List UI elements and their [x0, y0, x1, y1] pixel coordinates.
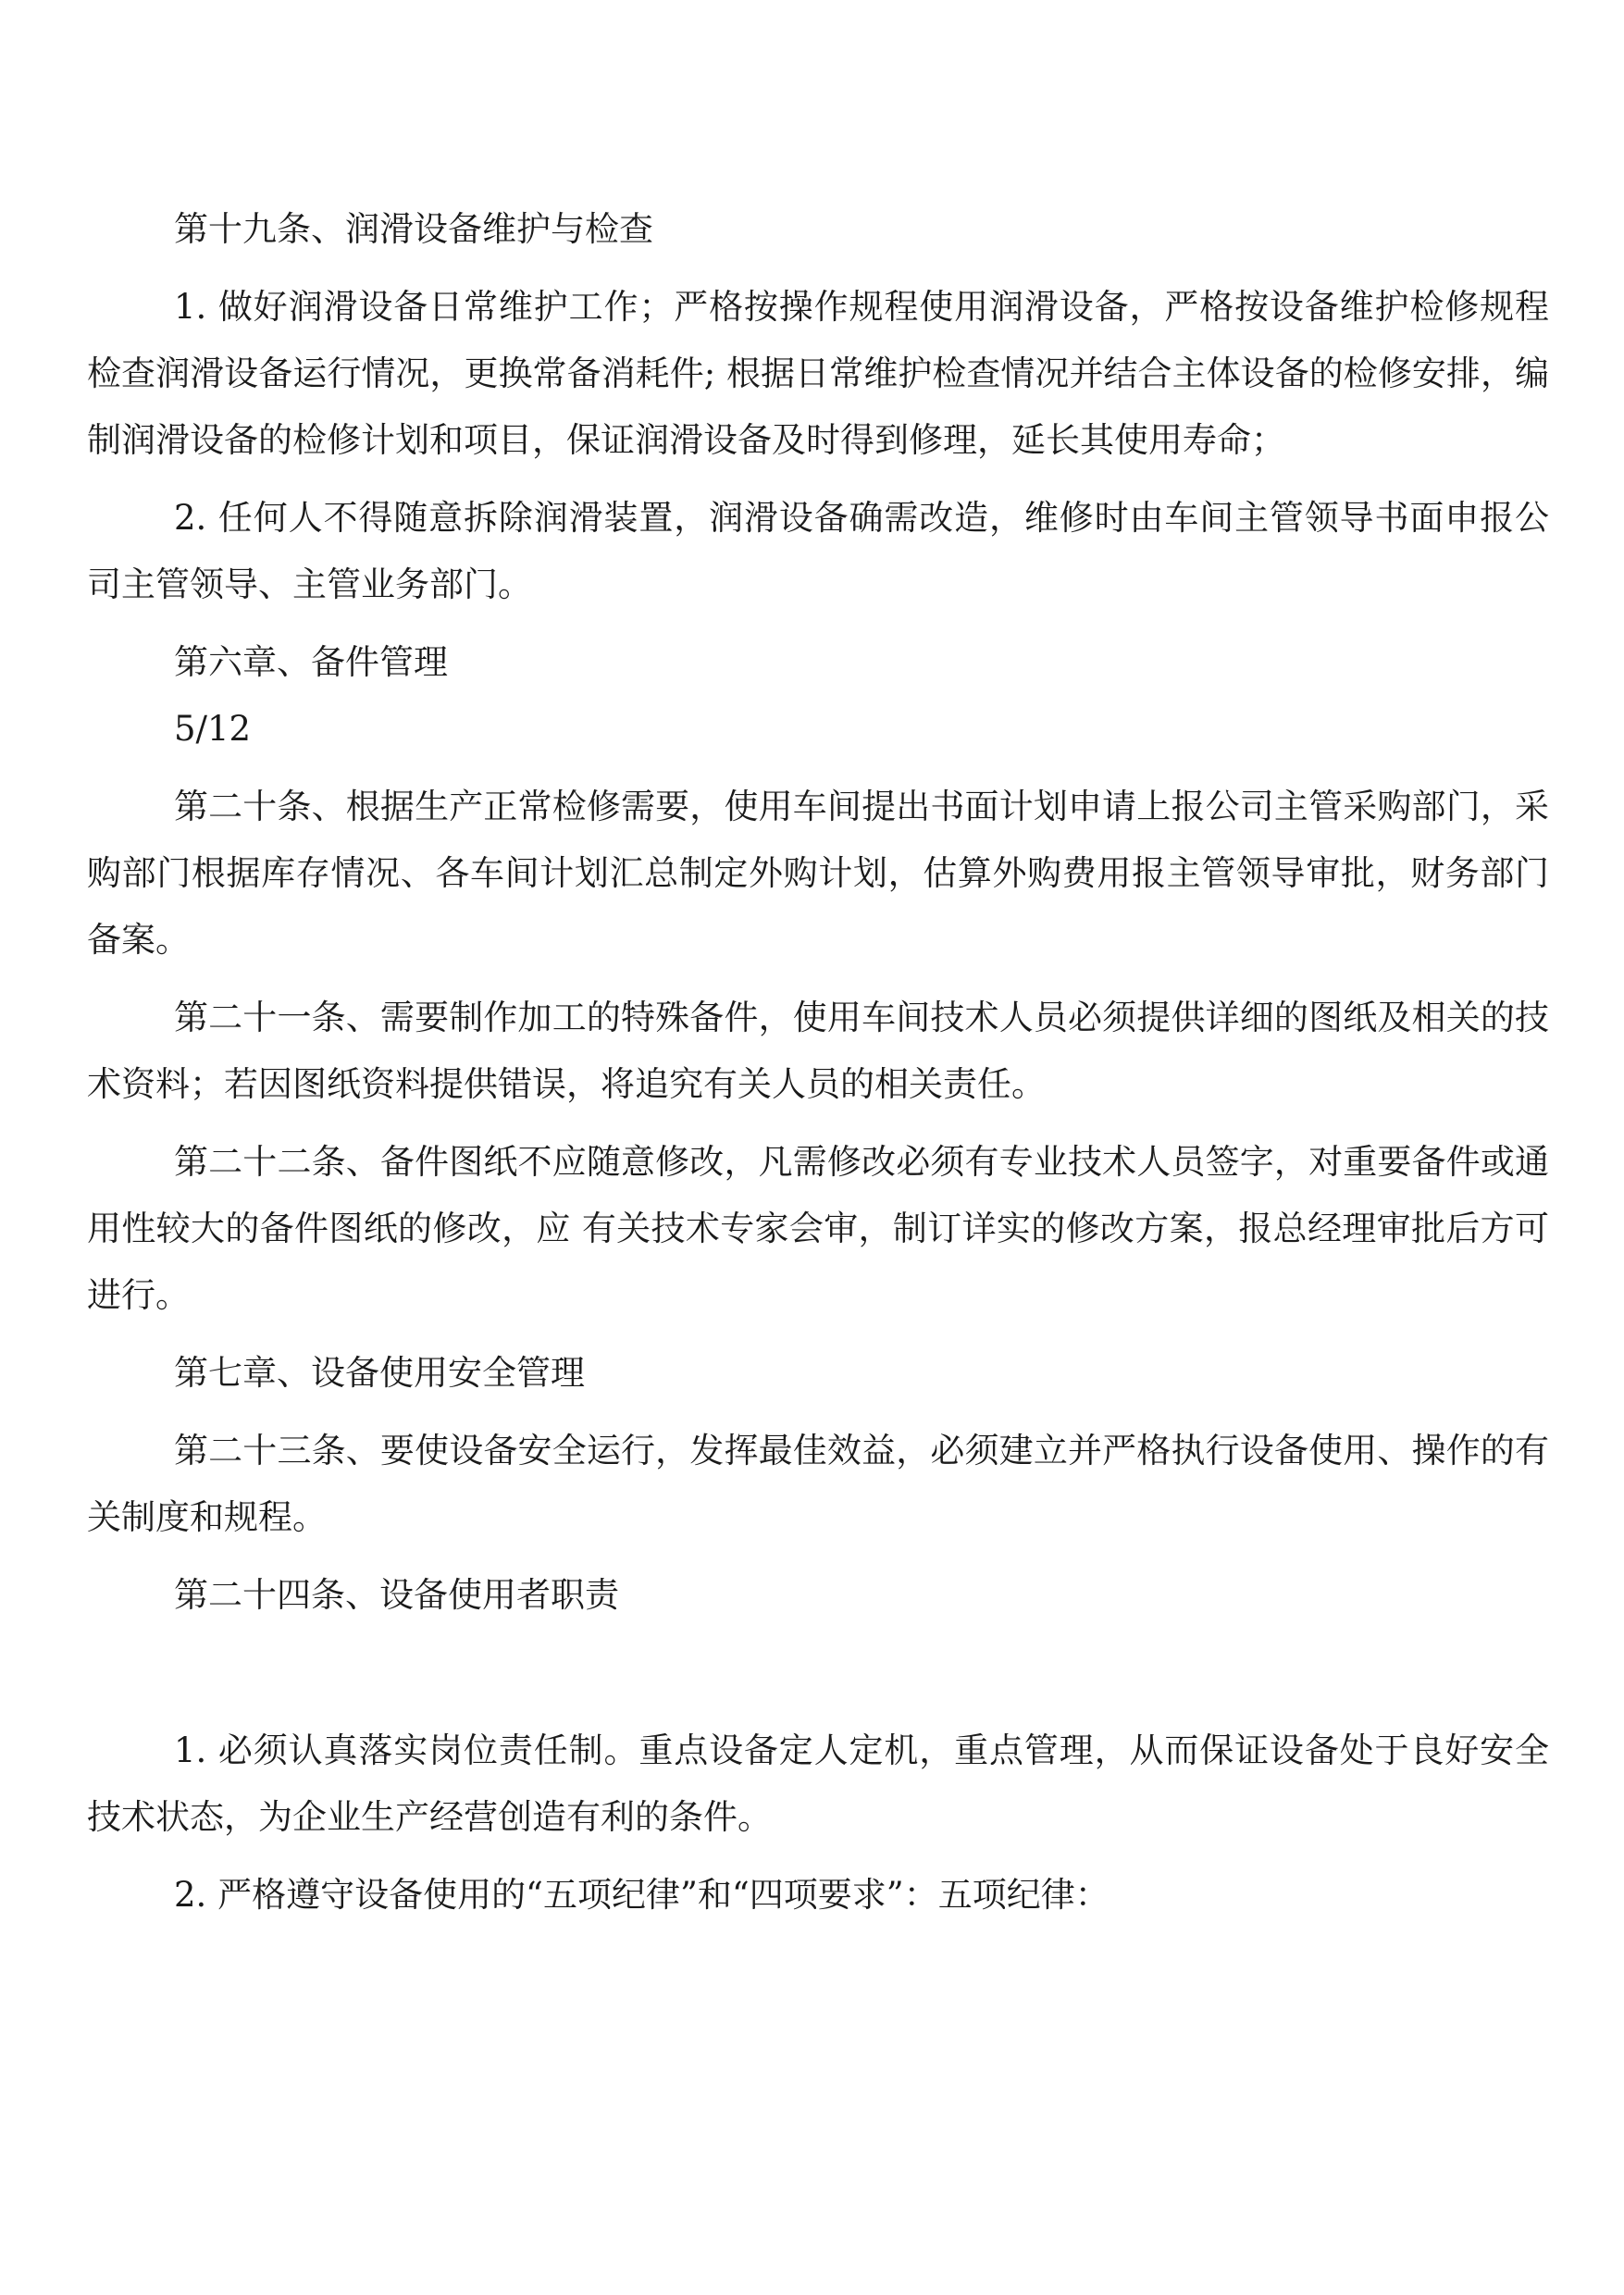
article-23: 第二十三条、要使设备安全运行，发挥最佳效益，必须建立并严格执行设备使用、操作的有关制度和规程。: [87, 1431, 1549, 1537]
page-number: 5/12: [174, 709, 252, 749]
article-21: 第二十一条、需要制作加工的特殊备件，使用车间技术人员必须提供详细的图纸及相关的技术资料；若因图纸资料提供错误，将追究有关人员的相关责任。: [87, 998, 1549, 1104]
article-20: 第二十条、根据生产正常检修需要，使用车间提出书面计划申请上报公司主管采购部门，采购部门根据库存情况、各车间计划汇总制定外购计划，估算外购费用报主管领导审批，财务部门备案。: [87, 787, 1549, 960]
article-24-heading: 第二十四条、设备使用者职责: [174, 1575, 619, 1615]
chapter-6-heading: 第六章、备件管理: [174, 642, 448, 682]
article-19-item-1: 1. 做好润滑设备日常维护工作；严格按操作规程使用润滑设备，严格按设备维护检修规程检查润滑设备运行情况，更换常备消耗件; 根据日常维护检查情况并结合主体设备的检修安排，编制润滑设备的检修计划和项目，保证润滑设备及时得到修理，延长其使用寿命；: [87, 287, 1549, 460]
article-24-item-2: 2. 严格遵守设备使用的“五项纪律”和“四项要求”：五项纪律：: [174, 1875, 1110, 1915]
article-19-heading: 第十九条、润滑设备维护与检查: [174, 209, 653, 249]
article-24-item-1: 1. 必须认真落实岗位责任制。重点设备定人定机，重点管理，从而保证设备处于良好安全技术状态，为企业生产经营创造有利的条件。: [87, 1731, 1549, 1837]
article-19-item-2: 2. 任何人不得随意拆除润滑装置，润滑设备确需改造，维修时由车间主管领导书面申报公司主管领导、主管业务部门。: [87, 498, 1549, 604]
document-body: [87, 196, 1549, 1929]
chapter-7-heading: 第七章、设备使用安全管理: [174, 1353, 585, 1393]
article-22: 第二十二条、备件图纸不应随意修改，凡需修改必须有专业技术人员签字，对重要备件或通用性较大的备件图纸的修改，应 有关技术专家会审，制订详实的修改方案，报总经理审批后方可进行。: [87, 1142, 1549, 1315]
